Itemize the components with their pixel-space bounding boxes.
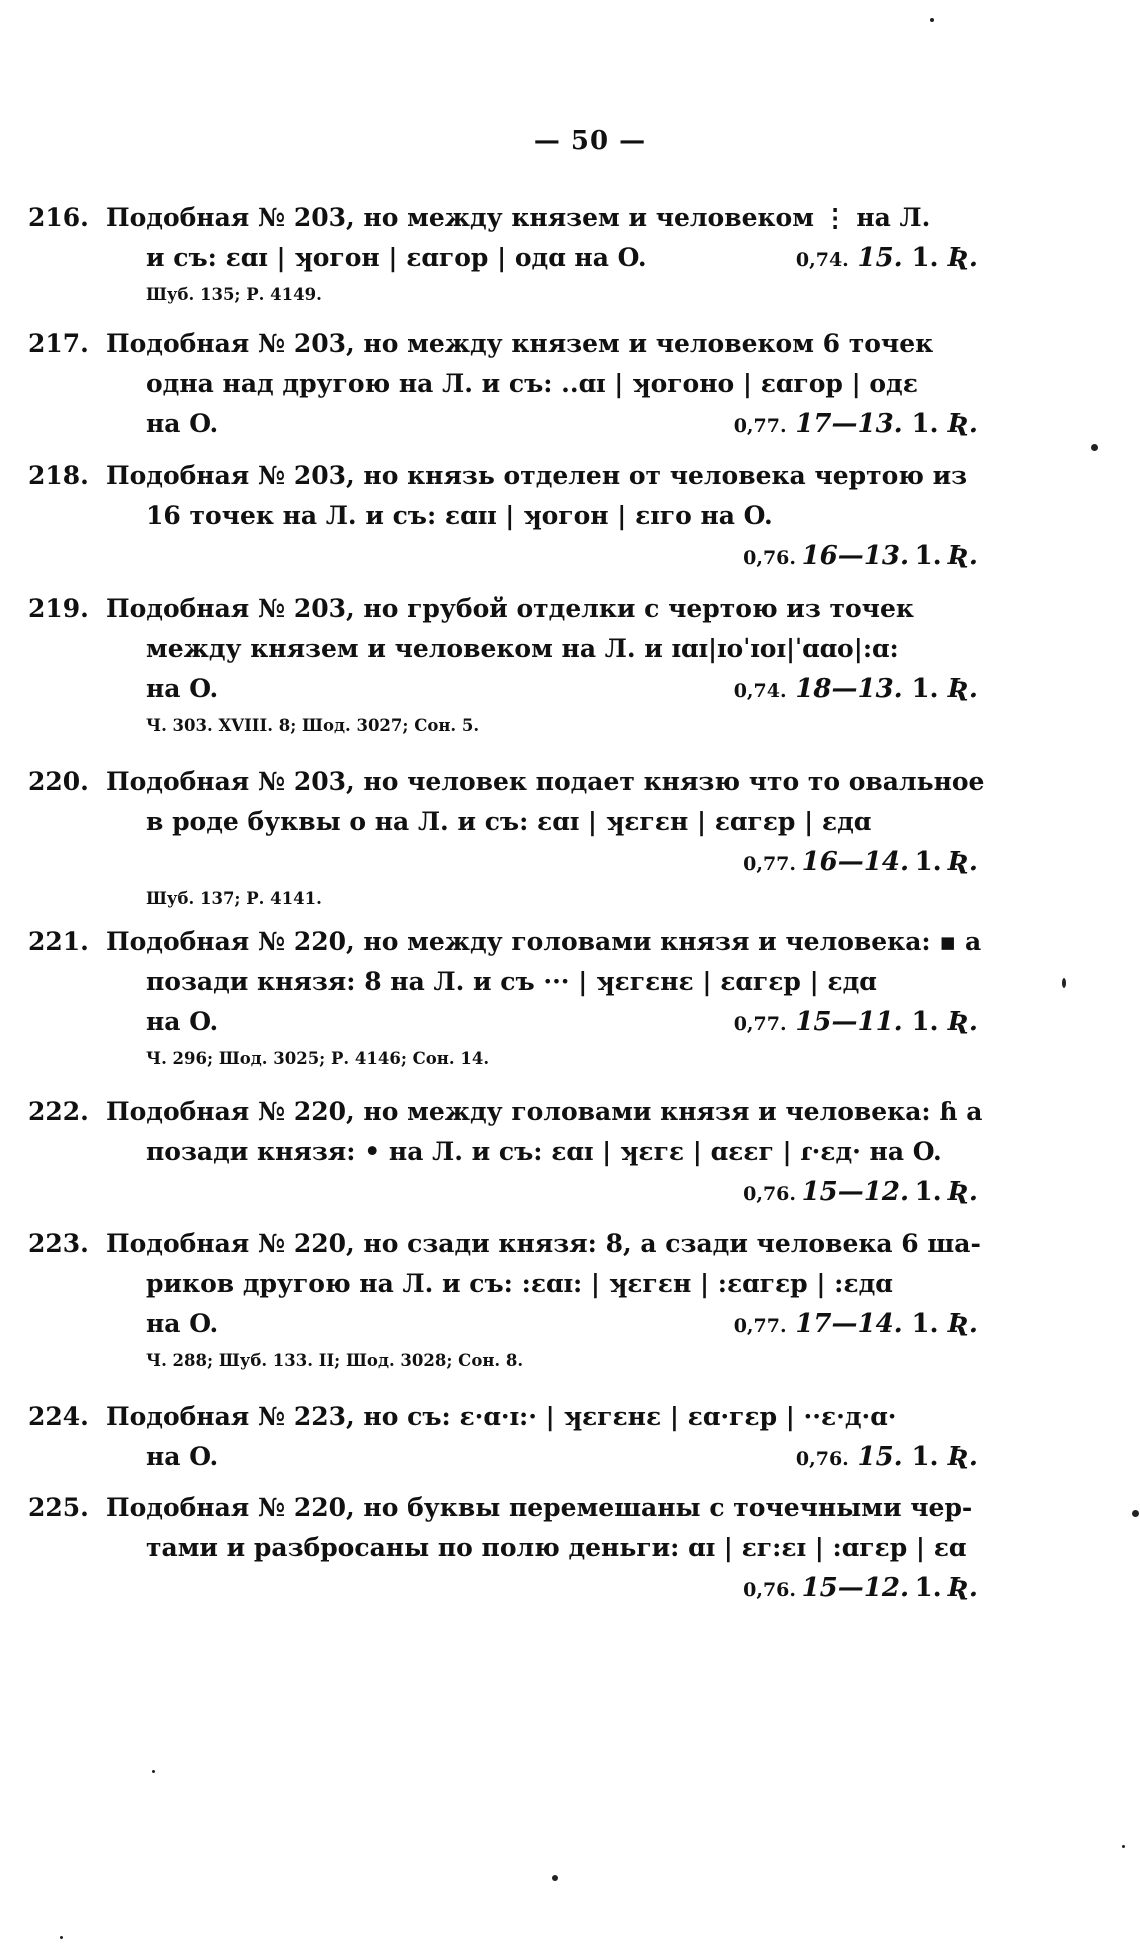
scan-speck — [552, 1875, 558, 1881]
entry-metadata — [734, 669, 978, 711]
entry-weight: 18—13. — [795, 674, 903, 704]
entry-size: 0,74. — [733, 680, 787, 702]
catalog-entry — [28, 922, 982, 1076]
entry-metal: Ʀ. — [947, 1007, 978, 1037]
entry-text: на O. — [146, 1442, 219, 1471]
entry-quantity: 1. — [911, 243, 939, 273]
entry-references: Ч. 303. XVIII. 8; Шод. 3027; Сон. 5. — [146, 716, 480, 735]
catalog-entry — [28, 1397, 978, 1477]
entry-metal: Ʀ. — [947, 541, 978, 571]
entry-metal: Ʀ. — [947, 847, 978, 877]
entry-metal: Ʀ. — [947, 1442, 978, 1472]
entry-text: Подобная № 220, но сзади князя: 8, а сзади человека 6 ша- — [106, 1229, 981, 1258]
entry-text: на O. — [146, 409, 219, 438]
entry-references: Шуб. 137; Р. 4141. — [146, 889, 322, 908]
entry-line — [28, 589, 978, 629]
entry-line — [28, 1172, 978, 1212]
entry-metal: Ʀ. — [947, 1573, 978, 1603]
entry-size: 0,76. — [743, 547, 797, 569]
entry-number: 223. — [28, 1229, 89, 1258]
entry-metadata — [743, 1568, 978, 1611]
entry-line — [28, 1488, 978, 1528]
entry-text: тами и разбросаны по полю деньги: ɑɪ | ɛг:ɛɪ | :ɑгɛр | ɛɑ — [146, 1533, 967, 1562]
entry-quantity: 1. — [914, 847, 942, 877]
entry-metadata — [743, 842, 978, 885]
entry-line — [28, 629, 978, 669]
entry-size: 0,77. — [733, 1315, 787, 1337]
entry-weight: 15. — [857, 1442, 903, 1472]
entry-text: и съ: ɛɑɪ | ʞoгoн | ɛɑгoр | oдɑ на O. — [146, 243, 647, 272]
entry-quantity: 1. — [914, 1573, 942, 1603]
entry-quantity: 1. — [911, 1007, 939, 1037]
entry-number: 217. — [28, 329, 89, 358]
catalog-entry — [28, 762, 985, 916]
entry-line — [28, 1132, 978, 1172]
entry-text: на O. — [146, 1007, 219, 1036]
entry-quantity: 1. — [914, 1177, 942, 1207]
entry-weight: 16—13. — [801, 541, 910, 571]
catalog-entry — [28, 1488, 978, 1608]
entry-size: 0,77. — [743, 853, 797, 875]
entry-references: Ч. 288; Шуб. 133. II; Шод. 3028; Сон. 8. — [146, 1351, 524, 1370]
entry-text: в роде буквы o на Л. и съ: ɛɑɪ | ʞɛгɛн | ɛɑгɛр | ɛдɑ — [146, 807, 872, 836]
entry-text: Подобная № 203, но между князем и человеком ⋮ на Л. — [106, 203, 931, 232]
entry-metadata — [743, 536, 978, 579]
scan-speck — [1091, 444, 1098, 451]
entry-line — [28, 1437, 978, 1477]
entry-size: 0,77. — [733, 415, 787, 437]
entry-text: одна над другою на Л. и съ: ..ɑɪ | ʞoгoнo | ɛɑгoр | oдɛ — [146, 369, 918, 398]
entry-quantity: 1. — [911, 1309, 939, 1339]
entry-line — [28, 364, 978, 404]
entry-line — [28, 842, 978, 882]
entry-metadata — [734, 404, 978, 446]
entry-metadata — [734, 1304, 978, 1346]
catalog-entry — [28, 198, 978, 312]
entry-line — [28, 922, 982, 962]
entry-line — [28, 1224, 981, 1264]
entry-metal: Ʀ. — [947, 243, 978, 273]
entry-references: Ч. 296; Шод. 3025; Р. 4146; Сон. 14. — [146, 1049, 490, 1068]
entry-text: на O. — [146, 1309, 219, 1338]
entry-quantity: 1. — [911, 674, 939, 704]
entry-size: 0,76. — [743, 1183, 797, 1205]
entry-size: 0,74. — [795, 249, 849, 271]
entry-size: 0,76. — [795, 1448, 849, 1470]
entry-text: Подобная № 203, но князь отделен от человека чертою из — [106, 461, 968, 490]
entry-text: между князем и человеком на Л. и ɪɑɪ|ɪoˈɪoɪ|ˈɑɑo|:ɑ: — [146, 634, 899, 663]
entry-line — [28, 1528, 978, 1568]
entry-metal: Ʀ. — [947, 674, 978, 704]
entry-size: 0,76. — [743, 1579, 797, 1601]
entry-line — [28, 1002, 978, 1042]
entry-quantity: 1. — [911, 1442, 939, 1472]
entry-text: Подобная № 223, но съ: ɛ·ɑ·ɪ:· | ʞɛгɛнɛ | ɛɑ·гɛр | ··ɛ·д·ɑ· — [106, 1402, 897, 1431]
entry-references: Шуб. 135; Р. 4149. — [146, 285, 322, 304]
entry-metal: Ʀ. — [947, 1309, 978, 1339]
entry-line — [28, 1568, 978, 1608]
entry-line — [28, 802, 978, 842]
entry-metadata — [734, 1002, 978, 1044]
entry-weight: 15—11. — [795, 1007, 903, 1037]
entry-text: Подобная № 220, но между головами князя и человека: ▪ а — [106, 927, 982, 956]
scan-speck — [1122, 1845, 1125, 1848]
entry-line — [28, 238, 978, 278]
entry-text: позади князя: • на Л. и съ: ɛɑɪ | ʞɛгɛ | ɑɛɛг | ɾ·ɛд· на O. — [146, 1137, 942, 1166]
entry-line — [28, 1304, 978, 1344]
page-number: — 50 — — [533, 126, 647, 156]
scan-speck — [930, 18, 934, 22]
entry-line — [28, 1397, 978, 1437]
entry-weight: 15—12. — [801, 1177, 910, 1207]
scan-speck — [1062, 978, 1066, 988]
entry-weight: 16—14. — [801, 847, 910, 877]
entry-line — [28, 198, 978, 238]
entry-weight: 17—13. — [795, 409, 903, 439]
entry-metadata — [796, 238, 978, 280]
entry-text: 16 точек на Л. и съ: ɛɑɪɪ | ʞoгoн | ɛɪгo на O. — [146, 501, 773, 530]
entry-text: позади князя: 8 на Л. и съ ··· | ʞɛгɛнɛ | ɛɑгɛр | ɛдɑ — [146, 967, 877, 996]
entry-line — [28, 762, 985, 802]
entry-text: Подобная № 203, но между князем и человеком 6 точек — [106, 329, 934, 358]
entry-number: 218. — [28, 461, 89, 490]
entry-line — [28, 1264, 978, 1304]
entry-line — [28, 536, 978, 576]
entry-number: 221. — [28, 927, 89, 956]
entry-text: Подобная № 220, но между головами князя и человека: ɦ а — [106, 1097, 983, 1126]
entry-number: 222. — [28, 1097, 89, 1126]
catalog-entry — [28, 1092, 983, 1212]
entry-line — [28, 496, 978, 536]
entry-number: 225. — [28, 1493, 89, 1522]
entry-line — [28, 669, 978, 709]
catalog-entry — [28, 589, 978, 743]
entry-text: Подобная № 220, но буквы перемешаны с точечными чер- — [106, 1493, 973, 1522]
entry-text: Подобная № 203, но человек подает князю что то овальное — [106, 767, 985, 796]
entry-number: 220. — [28, 767, 89, 796]
entry-line — [28, 324, 978, 364]
entry-number: 216. — [28, 203, 89, 232]
entry-metadata — [796, 1437, 978, 1479]
entry-line — [28, 1092, 983, 1132]
entry-line — [28, 404, 978, 444]
entry-metal: Ʀ. — [947, 1177, 978, 1207]
entry-weight: 15—12. — [801, 1573, 910, 1603]
entry-text: Подобная № 203, но грубой отделки с чертою из точек — [106, 594, 914, 623]
entry-metal: Ʀ. — [947, 409, 978, 439]
entry-number: 224. — [28, 1402, 89, 1431]
entry-weight: 15. — [857, 243, 903, 273]
entry-weight: 17—14. — [795, 1309, 903, 1339]
entry-text: риков другою на Л. и съ: :ɛɑɪ: | ʞɛгɛн | :ɛɑгɛр | :ɛдɑ — [146, 1269, 893, 1298]
entry-metadata — [743, 1172, 978, 1215]
scan-speck — [152, 1770, 155, 1773]
entry-line — [28, 456, 978, 496]
catalog-entry — [28, 324, 978, 444]
catalog-entry — [28, 456, 978, 576]
catalog-entry — [28, 1224, 981, 1378]
entry-quantity: 1. — [914, 541, 942, 571]
scan-speck — [1132, 1510, 1139, 1517]
entry-number: 219. — [28, 594, 89, 623]
entry-line — [28, 962, 978, 1002]
scan-speck — [60, 1936, 63, 1939]
entry-text: на O. — [146, 674, 219, 703]
entry-size: 0,77. — [733, 1013, 787, 1035]
entry-quantity: 1. — [911, 409, 939, 439]
